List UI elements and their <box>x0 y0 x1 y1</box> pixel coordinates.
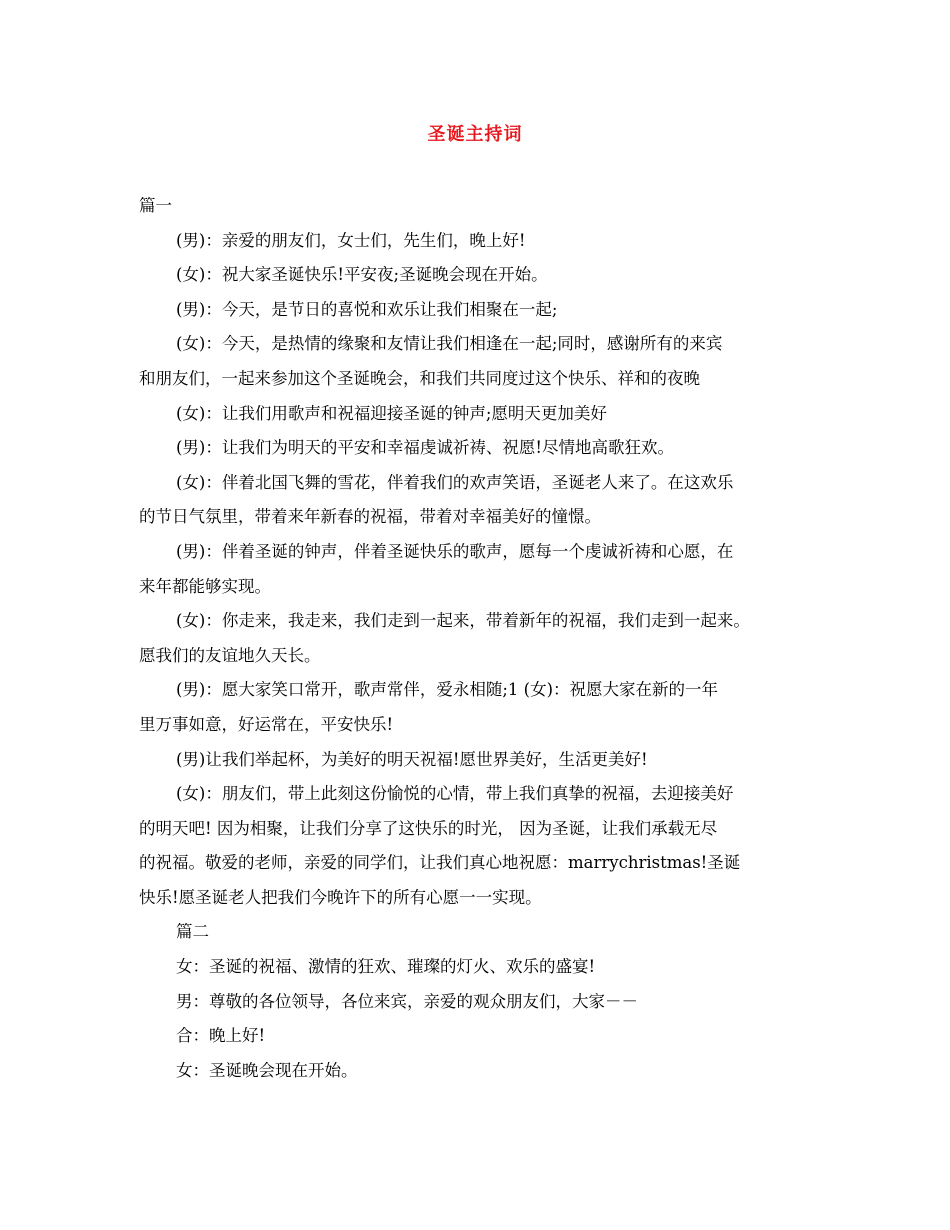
text-line: 女：圣诞的祝福、激情的狂欢、璀璨的灯火、欢乐的盛宴! <box>176 957 596 977</box>
text-line: 的明天吧! 因为相聚，让我们分享了这快乐的时光， 因为圣诞，让我们承载无尽 <box>139 818 718 838</box>
text-line: (男)：亲爱的朋友们，女士们，先生们，晚上好! <box>176 230 526 250</box>
text-line: 里万事如意，好运常在，平安快乐! <box>139 714 394 734</box>
text-line: (男)：让我们为明天的平安和幸福虔诚祈祷、祝愿!尽情地高歌狂欢。 <box>176 438 675 458</box>
text-line: 合：晚上好! <box>176 1026 266 1046</box>
text-line: 篇一 <box>139 196 172 215</box>
text-line: 的节日气氛里，带着来年新春的祝福，带着对幸福美好的憧憬。 <box>139 507 601 527</box>
text-line: 的祝福。敬爱的老师，亲爱的同学们，让我们真心地祝愿：marrychristmas!圣诞 <box>139 853 741 873</box>
text-line: 和朋友们，一起来参加这个圣诞晚会，和我们共同度过这个快乐、祥和的夜晚 <box>139 368 700 388</box>
text-line: (男)让我们举起杯，为美好的明天祝福!愿世界美好，生活更美好! <box>176 749 648 769</box>
document-body <box>139 192 819 1091</box>
text-line: 来年都能够实现。 <box>139 576 271 596</box>
text-line: 男：尊敬的各位领导，各位来宾，亲爱的观众朋友们，大家－－ <box>176 991 638 1011</box>
text-line: (男)：今天，是节日的喜悦和欢乐让我们相聚在一起; <box>176 299 558 319</box>
text-line: 女：圣诞晚会现在开始。 <box>176 1060 358 1080</box>
text-line: (女)：祝大家圣诞快乐!平安夜;圣诞晚会现在开始。 <box>176 265 548 285</box>
text-line: (女)：朋友们，带上此刻这份愉悦的心情，带上我们真挚的祝福，去迎接美好 <box>176 784 734 804</box>
text-line: (女)：今天，是热情的缘聚和友情让我们相逢在一起;同时，感谢所有的来宾 <box>176 334 723 354</box>
text-line: 愿我们的友谊地久天长。 <box>139 645 321 665</box>
text-line: (女)：你走来，我走来，我们走到一起来，带着新年的祝福，我们走到一起来。 <box>176 611 750 631</box>
text-line: 快乐!愿圣诞老人把我们今晚许下的所有心愿一一实现。 <box>139 887 542 907</box>
text-line: (女)：让我们用歌声和祝福迎接圣诞的钟声;愿明天更加美好 <box>176 403 607 423</box>
text-line: (女)：伴着北国飞舞的雪花，伴着我们的欢声笑语，圣诞老人来了。在这欢乐 <box>176 472 734 492</box>
text-line: (男)：伴着圣诞的钟声，伴着圣诞快乐的歌声，愿每一个虔诚祈祷和心愿，在 <box>176 541 734 561</box>
text-line: 篇二 <box>176 922 209 942</box>
document-title: 圣诞主持词 <box>427 124 523 145</box>
text-line: (男)：愿大家笑口常开，歌声常伴，爱永相随;1 (女)：祝愿大家在新的一年 <box>176 680 719 700</box>
